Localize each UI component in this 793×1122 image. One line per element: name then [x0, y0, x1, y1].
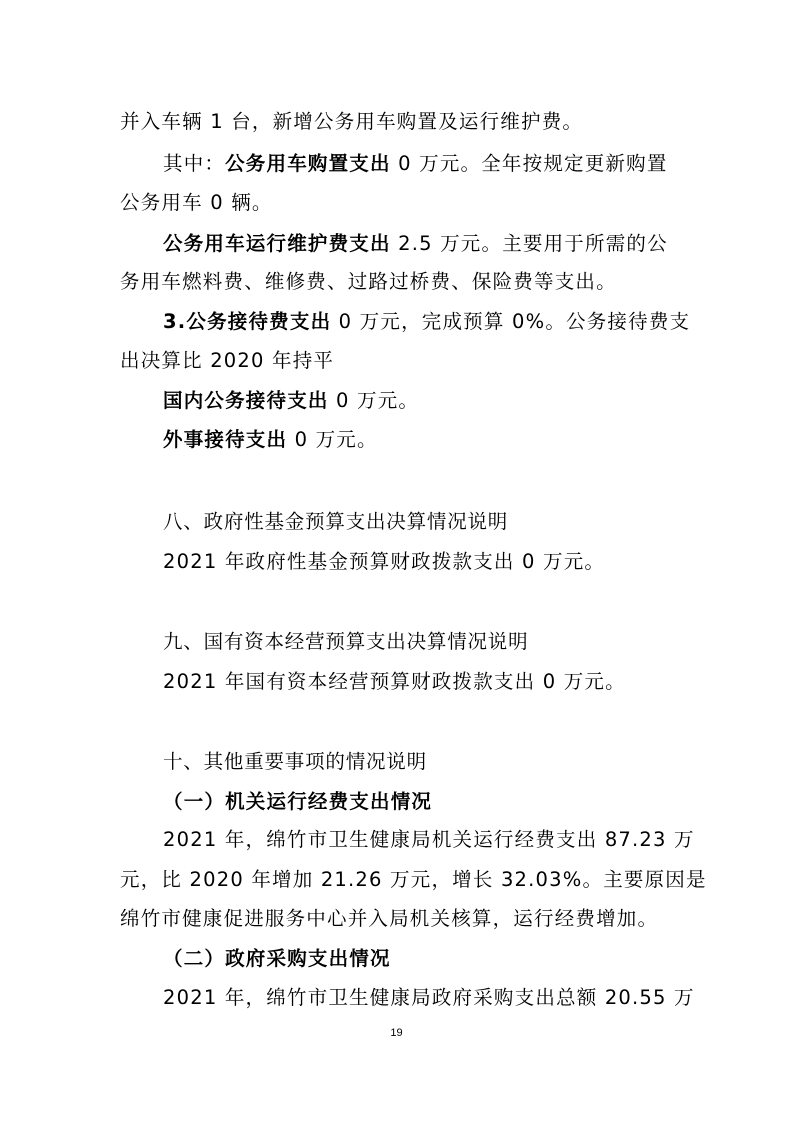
text-line: 2021 年，绵竹市卫生健康局机关运行经费支出 87.23 万 — [163, 828, 695, 851]
text-line: 2021 年政府性基金预算财政拨款支出 0 万元。 — [163, 550, 606, 573]
text-line: 绵竹市健康促进服务中心并入局机关核算，运行经费增加。 — [120, 907, 659, 930]
text-line: 并入车辆 1 台，新增公务用车购置及运行维护费。 — [120, 110, 584, 133]
bold-term: 公务用车购置支出 — [225, 152, 391, 175]
text-line: 2021 年国有资本经营预算财政拨款支出 0 万元。 — [163, 670, 626, 693]
text-line: 3.公务接待费支出 0 万元，完成预算 0%。公务接待费支 — [163, 310, 691, 333]
text-line: 2021 年，绵竹市卫生健康局政府采购支出总额 20.55 万 — [163, 986, 695, 1009]
text-line: 国内公务接待支出 0 万元。 — [163, 389, 420, 412]
subsection-heading: （二）政府采购支出情况 — [163, 947, 391, 970]
section-heading: 八、政府性基金预算支出决算情况说明 — [163, 510, 509, 533]
text-line: 务用车燃料费、维修费、过路过桥费、保险费等支出。 — [120, 270, 617, 293]
bold-term: 3.公务接待费支出 — [163, 310, 332, 333]
page-number: 19 — [390, 1027, 403, 1039]
bold-term: 外事接待支出 — [163, 428, 288, 451]
bold-term: 国内公务接待支出 — [163, 389, 329, 412]
text-line: 出决算比 2020 年持平 — [120, 349, 335, 372]
text-line: 公务用车 0 辆。 — [120, 191, 273, 214]
section-heading: 九、国有资本经营预算支出决算情况说明 — [163, 630, 529, 653]
text-line: 公务用车运行维护费支出 2.5 万元。主要用于所需的公 — [163, 232, 668, 255]
subsection-heading: （一）机关运行经费支出情况 — [163, 790, 433, 813]
text-line: 元，比 2020 年增加 21.26 万元，增长 32.03%。主要原因是 — [120, 868, 707, 891]
text-line: 外事接待支出 0 万元。 — [163, 428, 378, 451]
bold-term: 公务用车运行维护费支出 — [163, 232, 391, 255]
text-line: 其中：公务用车购置支出 0 万元。全年按规定更新购置 — [163, 152, 668, 175]
section-heading: 十、其他重要事项的情况说明 — [163, 750, 427, 773]
